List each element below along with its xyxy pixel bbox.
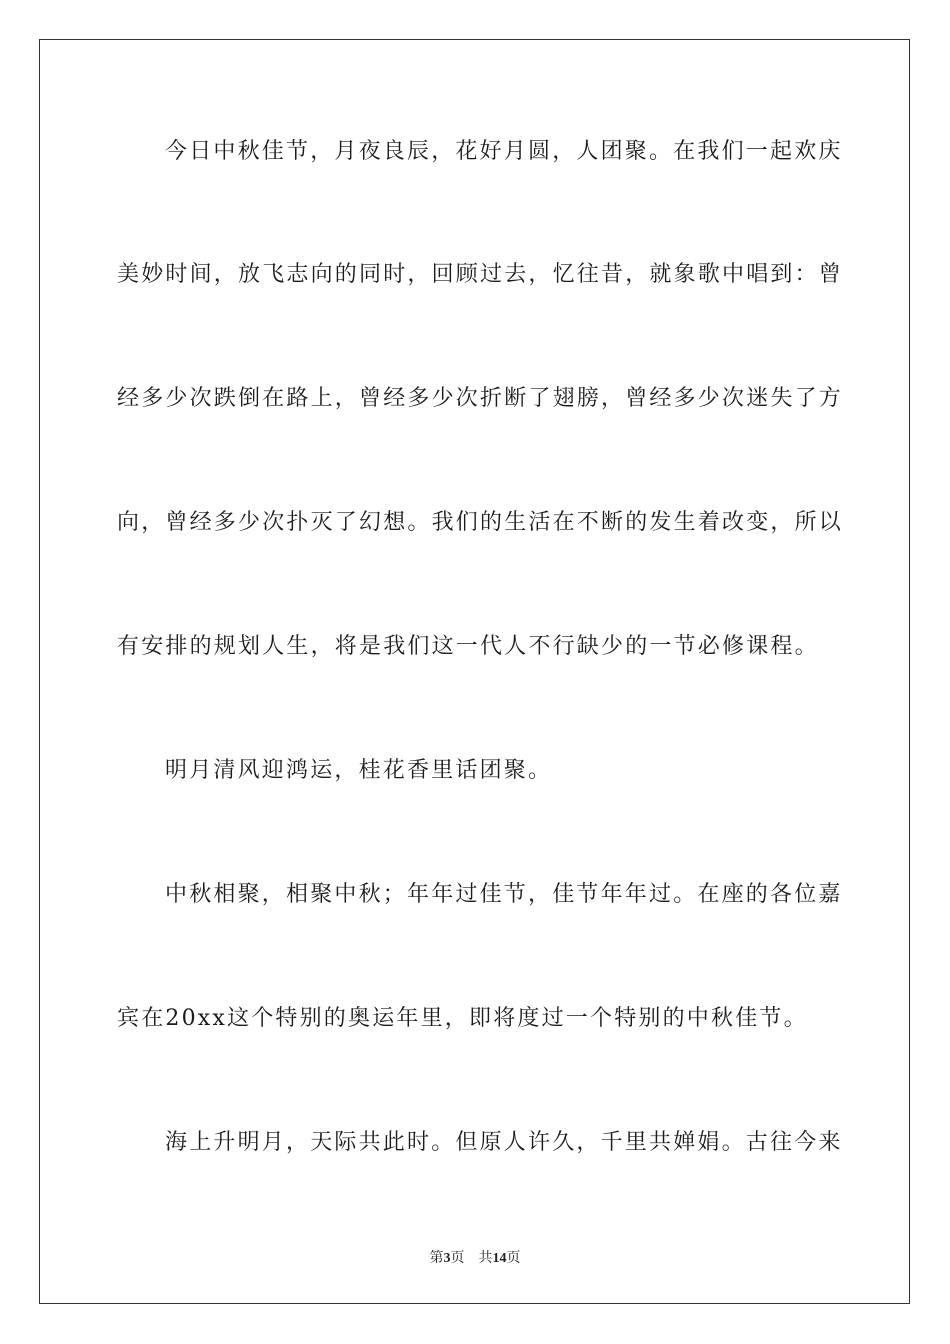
text-line-2: 美妙时间，放飞志向的同时，回顾过去，忆往昔，就象歌中唱到：曾 (117, 262, 844, 287)
current-page-number: 3 (443, 1251, 451, 1266)
text-line-7: 中秋相聚，相聚中秋；年年过佳节，佳节年年过。在座的各位嘉 (165, 882, 843, 907)
page-footer (0, 1247, 950, 1267)
total-page-count: 14 (492, 1251, 507, 1266)
text-line-1: 今日中秋佳节，月夜良辰，花好月圆，人团聚。在我们一起欢庆 (165, 139, 843, 164)
text-line-9: 海上升明月，天际共此时。但原人许久，千里共婵娟。古往今来 (165, 1130, 843, 1155)
footer-prefix: 第 (429, 1251, 444, 1266)
text-line-8: 宾在20xx这个特别的奥运年里，即将度过一个特别的中秋佳节。 (117, 1006, 808, 1031)
footer-total-prefix: 共 (478, 1251, 493, 1266)
footer-total-suffix: 页 (506, 1251, 521, 1266)
text-line-3: 经多少次跌倒在路上，曾经多少次折断了翅膀，曾经多少次迷失了方 (117, 386, 844, 411)
page-border (39, 39, 910, 1304)
text-line-6: 明月清风迎鸿运，桂花香里话团聚。 (165, 758, 553, 783)
text-line-5: 有安排的规划人生，将是我们这一代人不行缺少的一节必修课程。 (117, 634, 819, 659)
text-line-4: 向，曾经多少次扑灭了幻想。我们的生活在不断的发生着改变，所以 (117, 510, 844, 535)
footer-page-suffix: 页 (450, 1251, 465, 1266)
